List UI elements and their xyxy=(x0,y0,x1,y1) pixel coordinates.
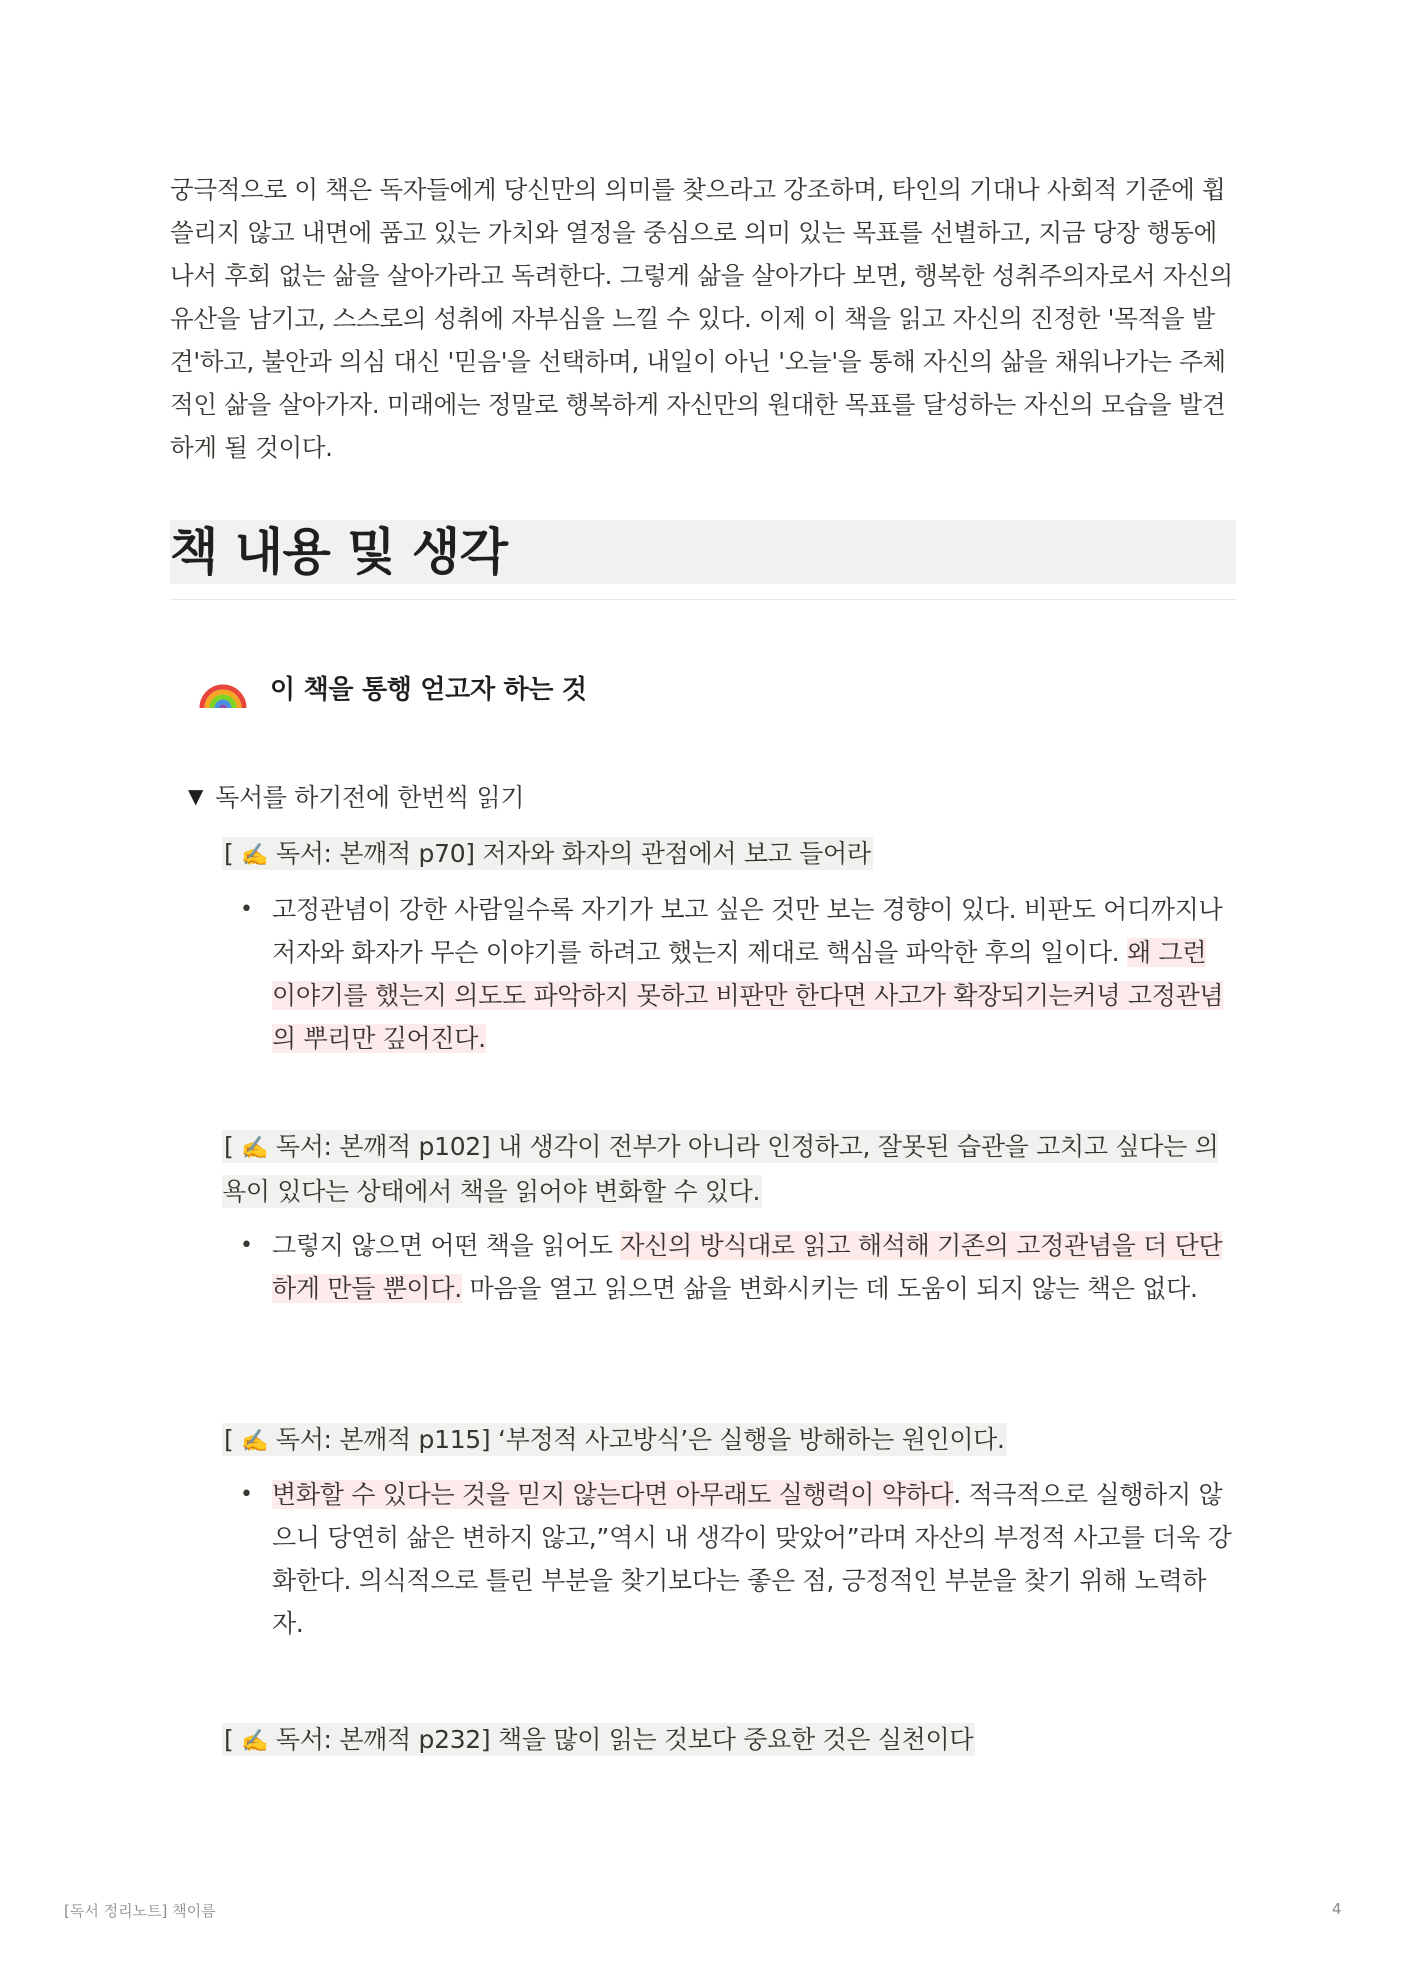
quote-heading xyxy=(222,1418,1222,1463)
writing-hand-icon: ✍️ xyxy=(241,1136,269,1161)
quote-heading xyxy=(222,1125,1222,1213)
bracket-text: [ xyxy=(224,839,242,868)
highlighted-text: 변화할 수 있다는 것을 믿지 않는다면 아무래도 실행력이 약하다 xyxy=(272,1480,954,1509)
bullet-text: 고정관념이 강한 사람일수록 자기가 보고 싶은 것만 보는 경향이 있다. 비판도 어디까지나 저자와 화자가 무슨 이야기를 하려고 했는지 제대로 핵심을 파악한 후의 일이다. xyxy=(272,895,1223,967)
toggle-block[interactable] xyxy=(188,778,524,814)
bullet-icon: • xyxy=(240,1482,253,1507)
quote-text: 독서: 본깨적 p102] 내 생각이 전부가 아니라 인정하고, 잘못된 습관을 고치고 싶다는 의욕이 있다는 상태에서 책을 읽어야 변화할 수 있다. xyxy=(222,1132,1219,1206)
quote-text: 독서: 본깨적 p70] 저자와 화자의 관점에서 보고 들어라 xyxy=(268,839,871,868)
toggle-arrow-icon[interactable]: ▼ xyxy=(188,784,204,808)
quote-heading xyxy=(222,1718,1222,1763)
quote-text: 독서: 본깨적 p115] ‘부정적 사고방식’은 실행을 방해하는 원인이다. xyxy=(268,1425,1005,1454)
highlighted-text: 자신의 방식대로 읽고 해석해 기존의 고정관념을 더 단단하게 만들 뿐이다. xyxy=(272,1231,1223,1303)
footer-title: [독서 정리노트] 책이름 xyxy=(64,1902,216,1920)
writing-hand-icon: ✍️ xyxy=(241,843,269,868)
bullet-icon: • xyxy=(240,1233,253,1258)
rainbow-icon xyxy=(198,662,248,712)
quote-text: 독서: 본깨적 p232] 책을 많이 읽는 것보다 중요한 것은 실천이다 xyxy=(268,1725,974,1754)
callout xyxy=(198,662,587,712)
writing-hand-icon: ✍️ xyxy=(241,1429,269,1454)
highlighted-text: 왜 그런 이야기를 했는지 의도도 파악하지 못하고 비판만 한다면 사고가 확장되기는커녕 고정관념의 뿌리만 깊어진다. xyxy=(272,938,1224,1053)
quote-heading xyxy=(222,832,1222,877)
bullet-icon: • xyxy=(240,897,253,922)
writing-hand-icon: ✍️ xyxy=(241,1729,269,1754)
heading-divider xyxy=(170,599,1236,600)
bracket-text: [ xyxy=(224,1425,242,1454)
list-item xyxy=(240,888,1234,1060)
bullet-text: 그렇지 않으면 어떤 책을 읽어도 xyxy=(272,1231,621,1260)
bullet-text: 마음을 열고 읽으면 삶을 변화시키는 데 도움이 되지 않는 책은 없다. xyxy=(461,1274,1198,1303)
intro-block xyxy=(170,168,1236,469)
page-number: 4 xyxy=(1332,1900,1342,1918)
intro-paragraph: 궁극적으로 이 책은 독자들에게 당신만의 의미를 찾으라고 강조하며, 타인의 기대나 사회적 기준에 휩쓸리지 않고 내면에 품고 있는 가치와 열정을 중심으로 의미 있는 목표를 선별하고, 지금 당장 행동에 나서 후회 없는 삶을 살아가라고 독려한다. 그렇게 삶을 살아가다 보면, 행복한 성취주의자로서 자신의 유산을 남기고, 스스로의 성취에 자부심을 느낄 수 있다. 이제 이 책을 읽고 자신의 진정한 '목적을 발견'하고, 불안과 의심 대신 '믿음'을 선택하며, 내일이 아닌 '오늘'을 통해 자신의 삶을 채워나가는 주체적인 삶을 살아가자. 미래에는 정말로 행복하게 자신만의 원대한 목표를 달성하는 자신의 모습을 발견하게 될 것이다. xyxy=(170,175,1233,462)
bracket-text: [ xyxy=(224,1725,242,1754)
section-heading: 책 내용 및 생각 xyxy=(170,520,1236,584)
callout-text: 이 책을 통행 얻고자 하는 것 xyxy=(270,674,587,705)
toggle-label: 독서를 하기전에 한번씩 읽기 xyxy=(215,783,525,812)
bracket-text: [ xyxy=(224,1132,242,1161)
list-item xyxy=(240,1224,1234,1310)
bullet-text: . 적극적으로 실행하지 않으니 당연히 삶은 변하지 않고,”역시 내 생각이 맞았어”라며 자산의 부정적 사고를 더욱 강화한다. 의식적으로 틀린 부분을 찾기보다는 좋은 점, 긍정적인 부분을 찾기 위해 노력하자. xyxy=(272,1480,1232,1638)
list-item xyxy=(240,1473,1234,1645)
